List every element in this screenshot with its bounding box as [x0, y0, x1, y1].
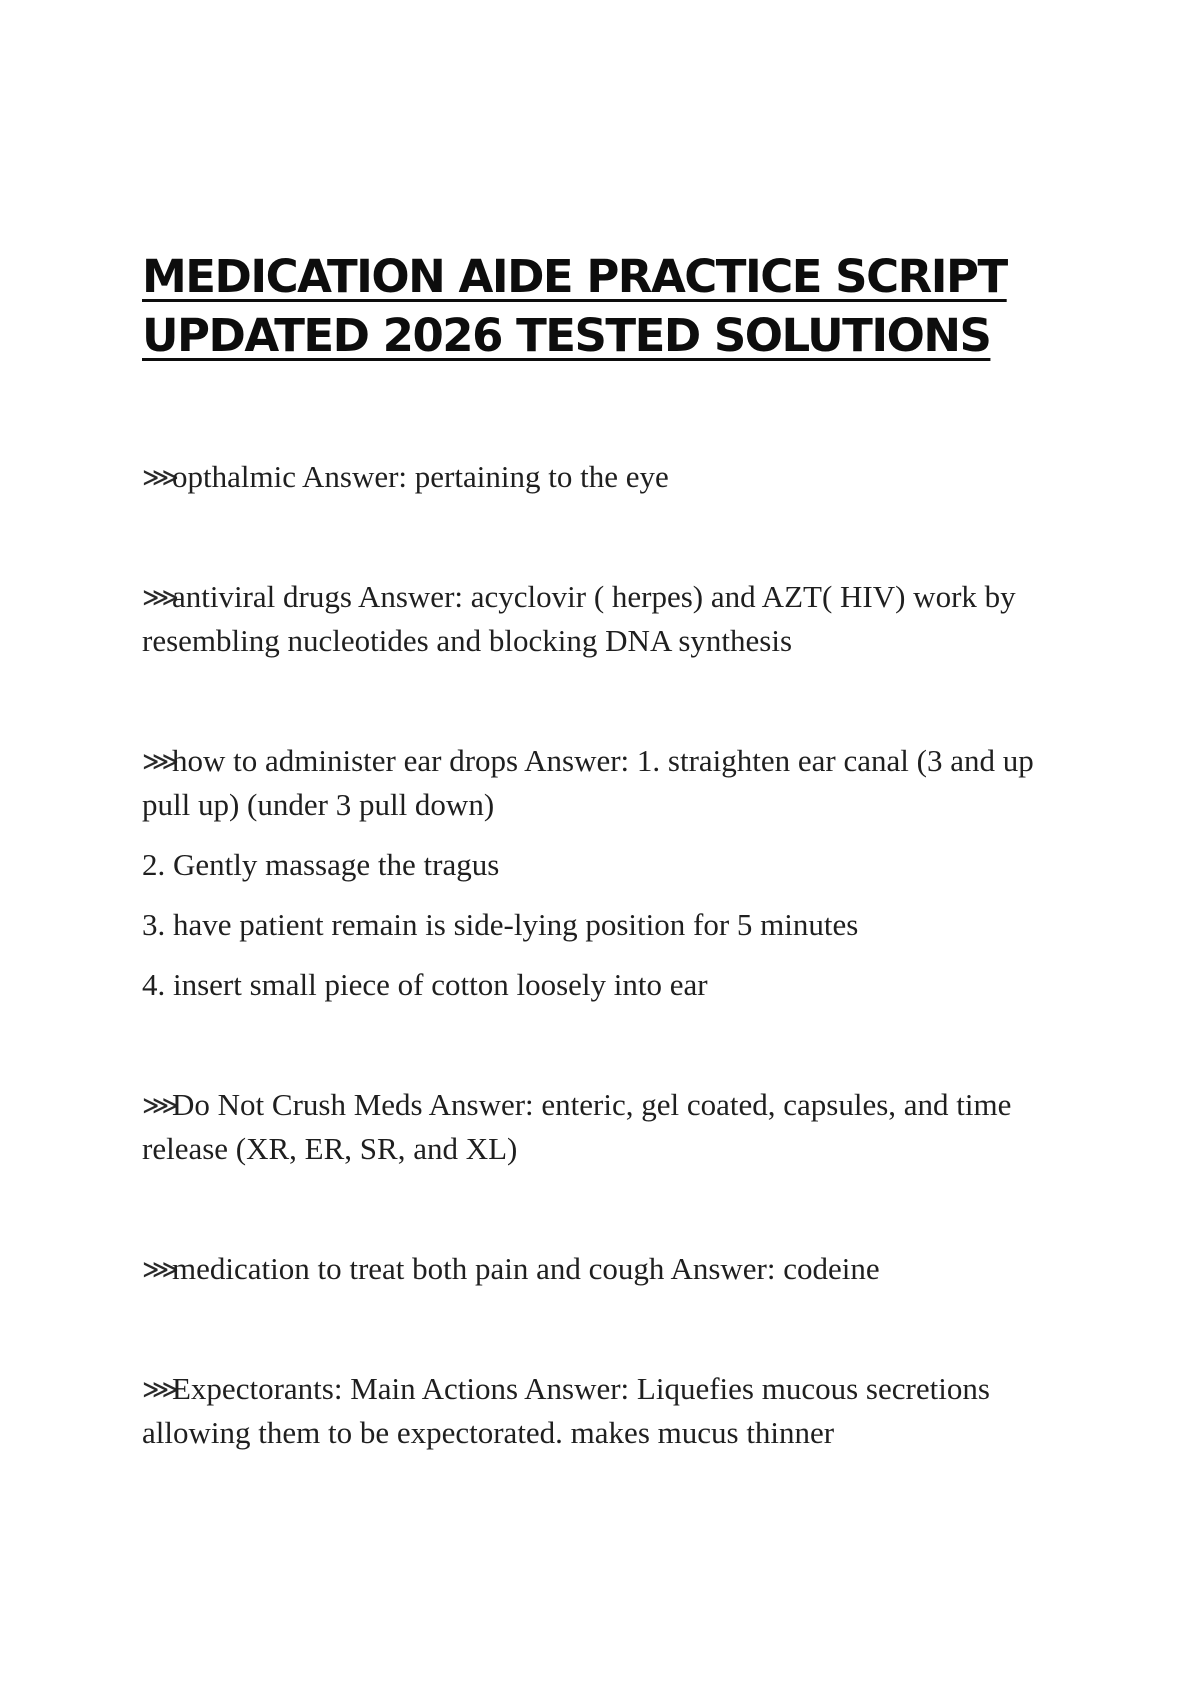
qa-item-content: Do Not Crush Meds Answer: enteric, gel coated, capsules, and time release (XR, ER, SR, and XL): [142, 1087, 1012, 1166]
qa-item-content: how to administer ear drops Answer: 1. straighten ear canal (3 and up pull up) (under 3 pull down): [142, 743, 1034, 822]
triple-chevron-bullet-icon: ⋙: [142, 463, 173, 492]
qa-item-content: medication to treat both pain and cough Answer: codeine: [172, 1251, 880, 1286]
triple-chevron-bullet-icon: ⋙: [142, 1091, 173, 1120]
qa-item-text: [142, 1247, 1072, 1291]
triple-chevron-bullet-icon: ⋙: [142, 1255, 173, 1284]
title-line-1: MEDICATION AIDE PRACTICE SCRIPT: [142, 250, 1007, 303]
qa-item-text: [142, 1367, 1072, 1454]
qa-item-text: [142, 739, 1072, 826]
triple-chevron-bullet-icon: ⋙: [142, 747, 173, 776]
qa-item-do-not-crush: [142, 1083, 1072, 1170]
qa-item-text: [142, 455, 1072, 499]
qa-item-text: [142, 1083, 1072, 1170]
qa-item-antiviral: [142, 575, 1072, 662]
triple-chevron-bullet-icon: ⋙: [142, 583, 173, 612]
document-title: [142, 247, 1072, 365]
qa-item-ear-drops: [142, 739, 1072, 1002]
title-line-2: UPDATED 2026 TESTED SOLUTIONS: [142, 309, 991, 362]
qa-item-expectorants: [142, 1367, 1072, 1454]
qa-item-opthalmic: [142, 455, 1072, 499]
qa-item-content: antiviral drugs Answer: acyclovir ( herpes) and AZT( HIV) work by resembling nucleotides and blocking DNA synthesis: [142, 579, 1016, 658]
qa-item-text: [142, 575, 1072, 662]
qa-item-content: opthalmic Answer: pertaining to the eye: [172, 459, 669, 494]
ear-drops-step-4: 4. insert small piece of cotton loosely into ear: [142, 967, 708, 1002]
ear-drops-step-3: 3. have patient remain is side-lying position for 5 minutes: [142, 907, 859, 942]
qa-item-pain-cough: [142, 1247, 1072, 1291]
triple-chevron-bullet-icon: ⋙: [142, 1375, 173, 1404]
qa-item-content: Expectorants: Main Actions Answer: Liquefies mucous secretions allowing them to be expectorated. makes mucus thinner: [142, 1371, 990, 1450]
ear-drops-step-2: 2. Gently massage the tragus: [142, 847, 500, 882]
